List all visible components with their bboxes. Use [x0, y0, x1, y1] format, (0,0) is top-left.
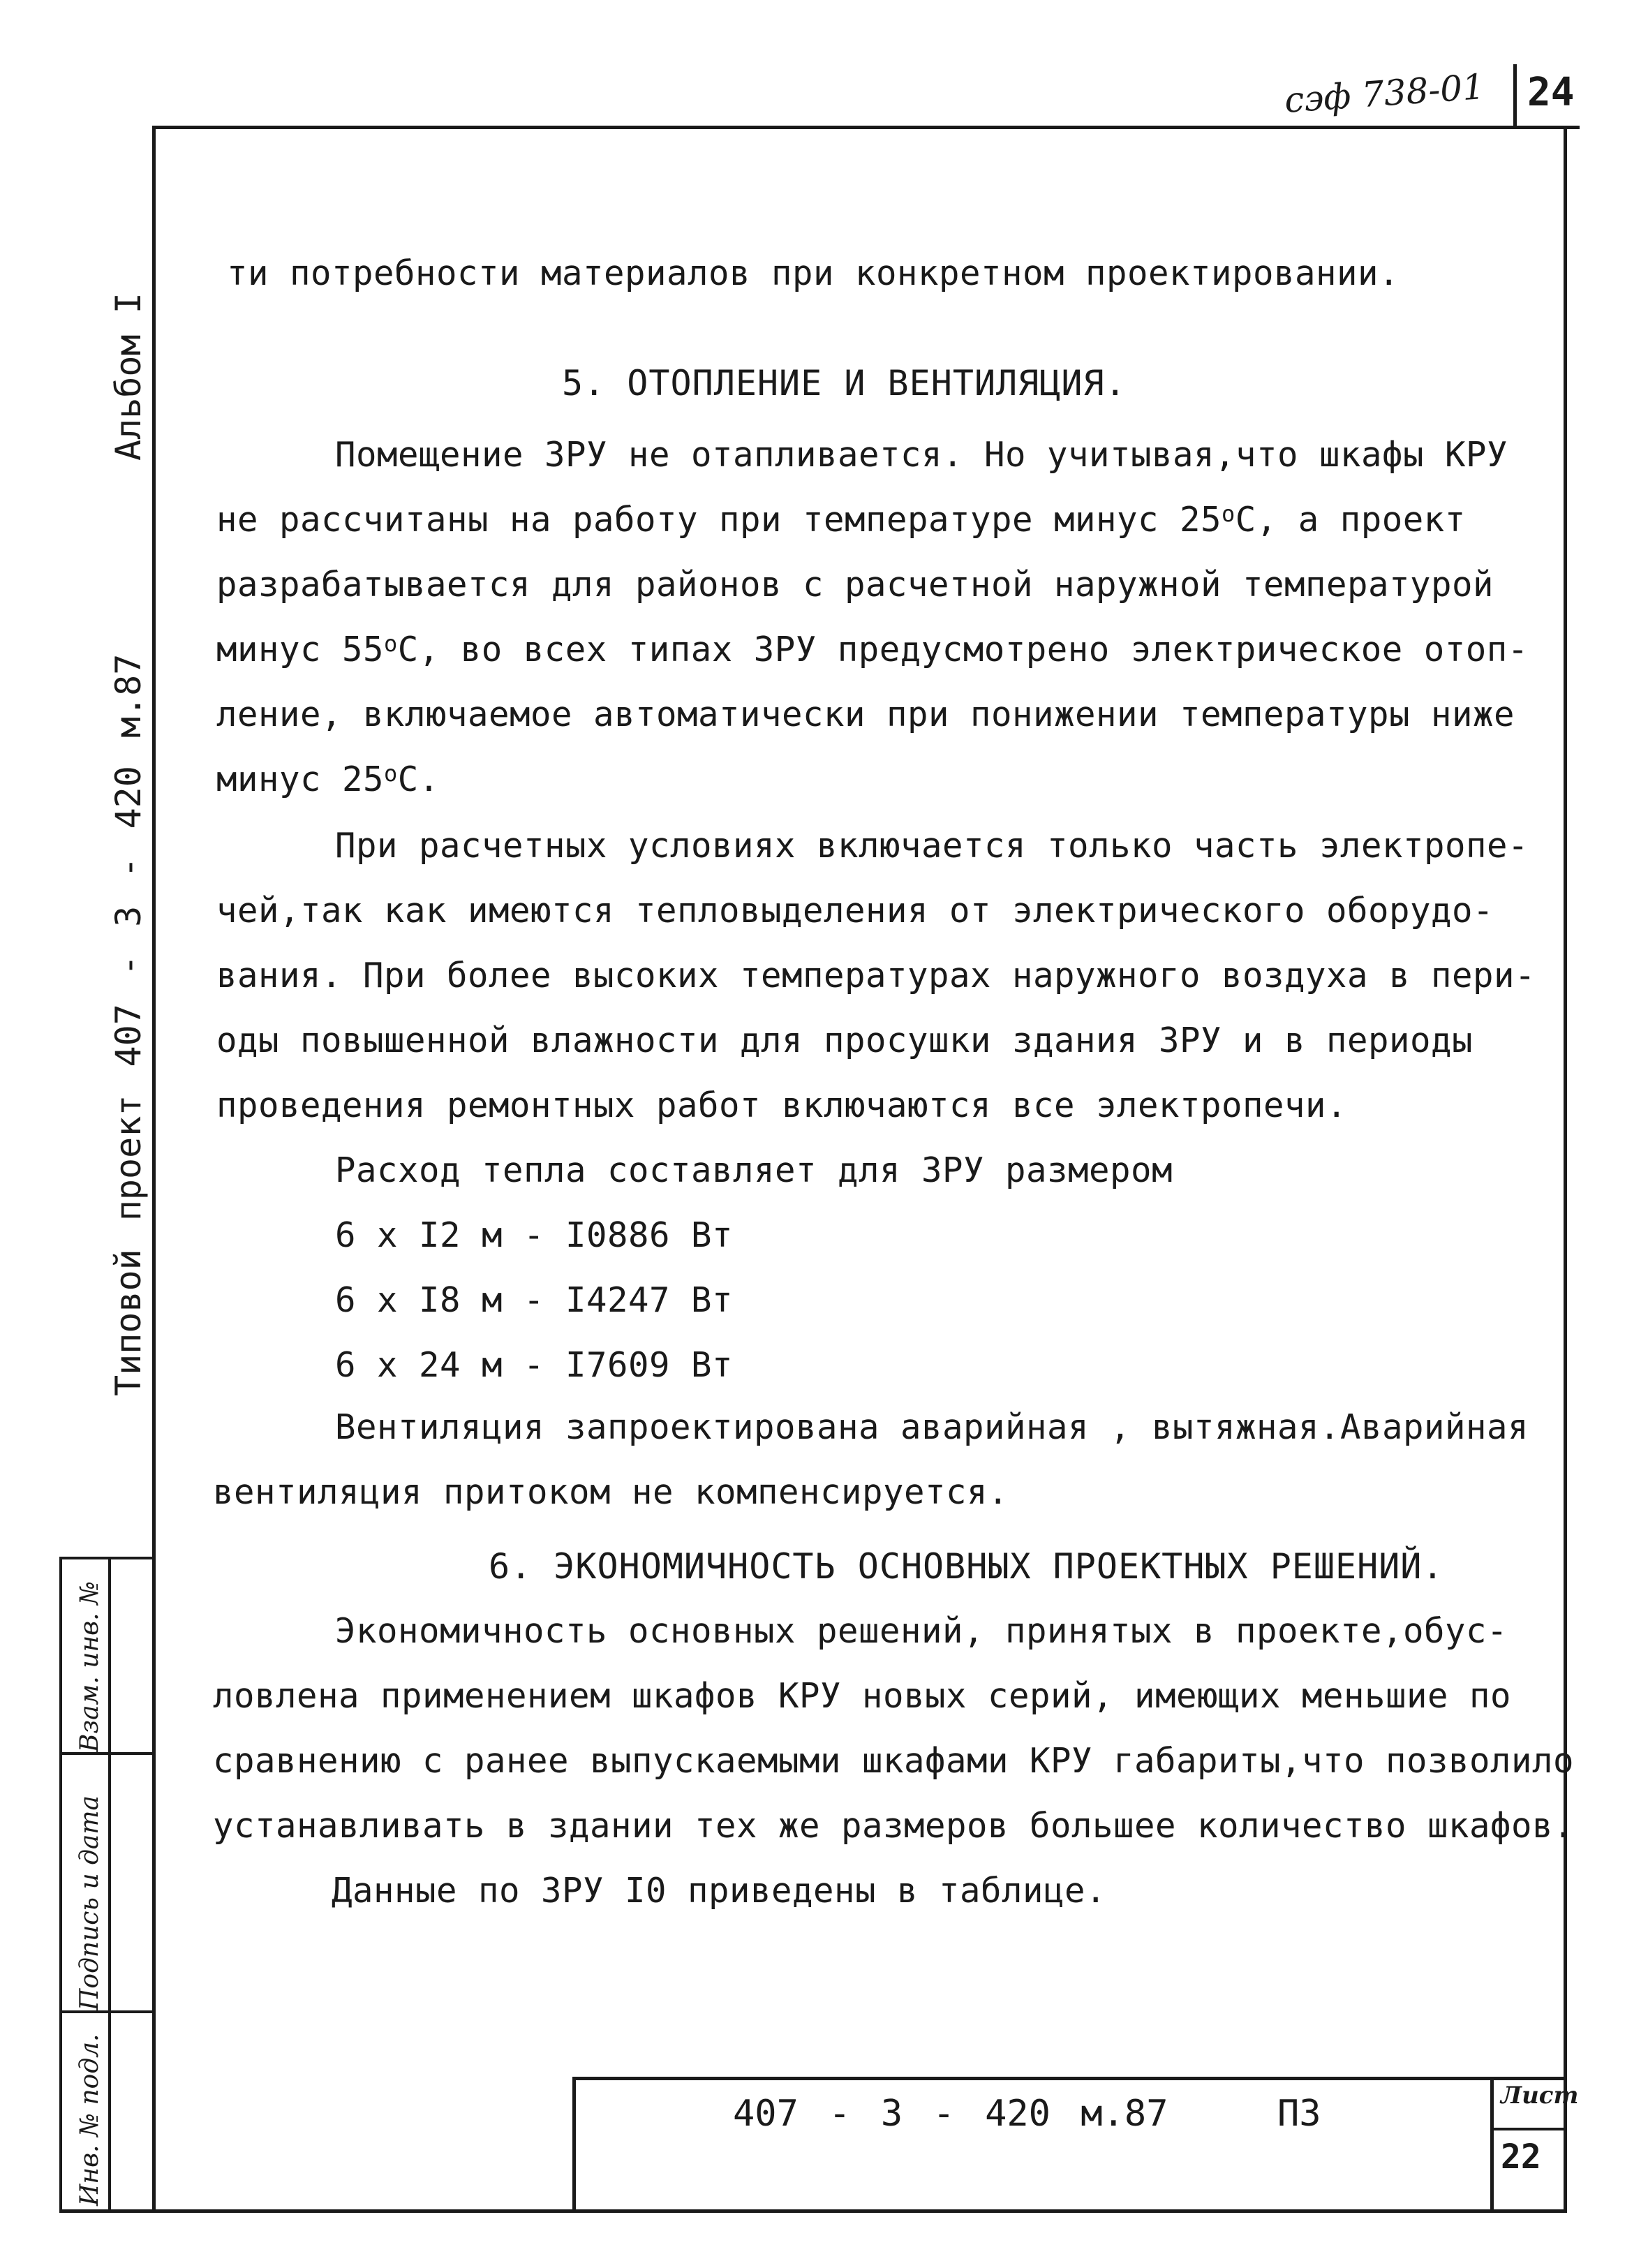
intro-line: ти потребности материалов при конкретном проектировании. [227, 253, 1400, 293]
title-block-sheet-divider [1490, 2077, 1494, 2213]
stamp-label-vzam: Взам. инв. № [75, 1580, 104, 1752]
frame-left-line [152, 126, 156, 2213]
title-block-doc-type: ПЗ [1277, 2093, 1321, 2135]
stamp-strip-top [59, 1557, 156, 1559]
stamp-strip-sep1 [59, 1752, 156, 1755]
title-block-sheet-sep [1490, 2128, 1567, 2130]
stamp-label-signature: Подпись и дата [75, 1795, 104, 2010]
page-number: 24 [1527, 70, 1575, 115]
stamp-strip-mid [108, 1557, 111, 2213]
section-5-heading: 5. ОТОПЛЕНИЕ И ВЕНТИЛЯЦИЯ. [562, 363, 1127, 403]
ventilation-paragraph: Вентиляция запроектирована аварийная , вытяжная.Аварийная вентиляция притоком не компенсируется. [213, 1407, 1529, 1512]
title-block-code: 407 - 3 - 420 м.87 [733, 2093, 1168, 2135]
project-label: Типовой проект 407 - 3 - 420 м.87 [108, 653, 149, 1396]
sheet-number-divider [1513, 64, 1517, 127]
stamp-label-inventory: Инв. № подл. [75, 2033, 104, 2206]
album-label: Альбом I [108, 292, 149, 461]
title-block-sheet-label: Лист [1501, 2082, 1579, 2110]
title-block-sheet-number: 22 [1501, 2137, 1541, 2177]
stamp-strip-left [59, 1557, 62, 2213]
archive-stamp: сэф 738-01 [1283, 66, 1486, 121]
frame-bottom-line [59, 2209, 1567, 2213]
title-block-top [572, 2077, 1567, 2080]
heat-consumption-list: Расход тепла составляет для ЗРУ размером 6 x I2 м - I0886 Вт 6 x I8 м - I4247 Вт 6 x 24 м - I7609 Вт [335, 1150, 1173, 1385]
section-5-paragraph-2: При расчетных условиях включается только часть электропе- чей,так как имеются тепловыделения от электрического оборудо- вания. При более высоких температурах наружного воздуха в пери- оды повышенной влажности для просушки здания ЗРУ и в периоды проведения ремонтных работ включаются все электропечи. [216, 826, 1536, 1125]
section-5-paragraph-1: Помещение ЗРУ не отапливается. Но учитывая,что шкафы КРУ не рассчитаны на работу при температуре минус $25^оС$, а проект разрабатывается для районов с расчетной наружной температурой минус $55^оС$, во всех типах ЗРУ предусмотрено электрическое отоп- ление, включаемое автоматически при понижении температуры ниже минус $25^оС$. [216, 435, 1529, 799]
section-6-heading: 6. ЭКОНОМИЧНОСТЬ ОСНОВНЫХ ПРОЕКТНЫХ РЕШЕНИЙ. [489, 1546, 1444, 1587]
frame-top-line [152, 126, 1580, 129]
stamp-strip-sep2 [59, 2010, 156, 2013]
section-6-paragraph: Экономичность основных решений, принятых в проекте,обус- ловлена применением шкафов КРУ новых серий, имеющих меньшие по сравнению с ранее выпускаемыми шкафами КРУ габариты,что позволило устанавливать в здании тех же размеров большее количество шкафов. Данные по ЗРУ I0 приведены в таблице. [213, 1611, 1575, 1911]
title-block-left [572, 2077, 576, 2213]
